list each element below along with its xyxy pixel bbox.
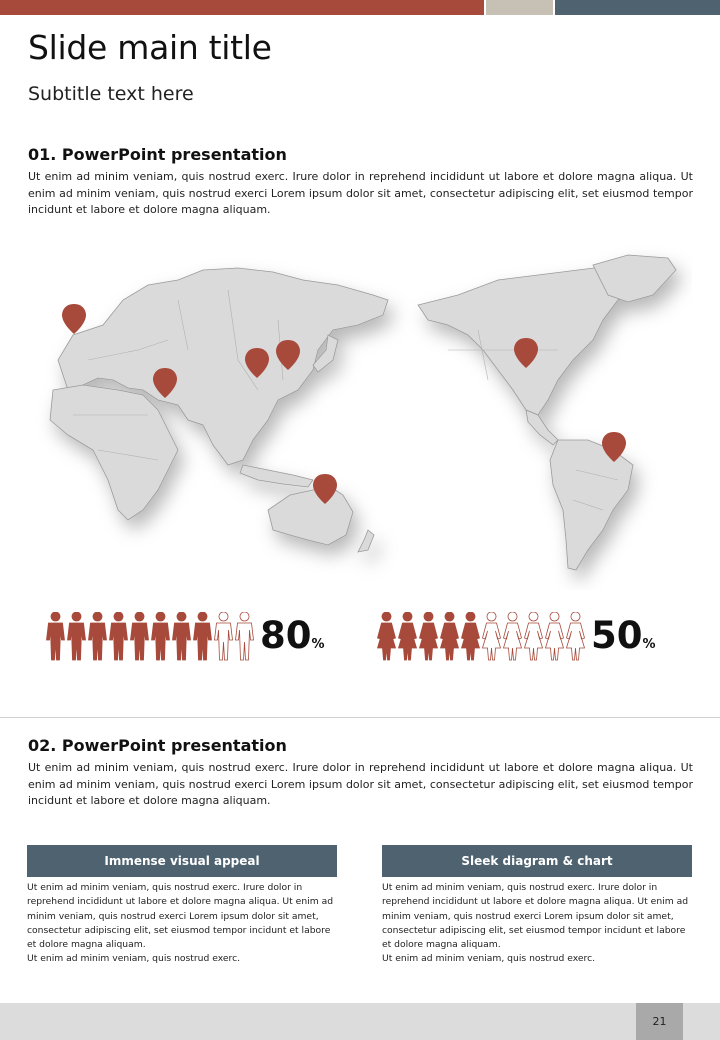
female-person-icon — [525, 612, 543, 660]
section-divider — [0, 717, 720, 718]
box1-body-text: Ut enim ad minim veniam, quis nostrud exerc. Irure dolor in reprehend incididunt ut labore et dolore magna aliqua. Ut enim ad minim veniam, quis nostrud exerci Lorem ipsum dolor sit amet, consectetur adipiscing elit, set eiusmod tempor incidunt et labore et dolore magna aliquam. — [27, 882, 334, 951]
male-person-icon — [215, 612, 233, 660]
page-title: Slide main title — [28, 28, 272, 67]
female-person-icon — [399, 612, 417, 660]
female-person-icon — [420, 612, 438, 660]
section1-heading: 01. PowerPoint presentation — [28, 145, 287, 164]
central-america-landmass — [526, 410, 558, 445]
male-person-icon — [152, 612, 170, 660]
male-person-icon — [194, 612, 212, 660]
world-map — [28, 240, 692, 590]
box2-body-text: Ut enim ad minim veniam, quis nostrud exerc. Irure dolor in reprehend incididunt ut labore et dolore magna aliqua. Ut enim ad minim veniam, quis nostrud exerci Lorem ipsum dolor sit amet, consectetur adipiscing elit, set eiusmod tempor incidunt et labore et dolore magna aliquam. — [382, 882, 689, 951]
top-bar-red-segment — [0, 0, 484, 15]
male-person-icon — [68, 612, 86, 660]
female-person-icon — [504, 612, 522, 660]
female-person-icon — [567, 612, 585, 660]
female-person-icon — [378, 612, 396, 660]
male-person-icon — [89, 612, 107, 660]
female-percentage: 50% — [591, 614, 656, 657]
section2-body: Ut enim ad minim veniam, quis nostrud exerc. Irure dolor in reprehend incididunt ut labore et dolore magna aliqua. Ut enim ad minim veniam, quis nostrud exerci Lorem ipsum dolor sit amet, consectetur adipiscing elit, set eiusmod tempor incidunt et labore et dolore magna aliquam. — [28, 761, 693, 807]
indonesia-landmass — [240, 465, 313, 487]
male-person-icon — [236, 612, 254, 660]
box1-title: Immense visual appeal — [27, 845, 337, 877]
female-person-icon — [483, 612, 501, 660]
female-people-row — [376, 612, 588, 664]
top-color-bar — [0, 0, 720, 15]
new-zealand-landmass — [358, 530, 374, 552]
footer-bar — [0, 1003, 720, 1040]
male-people-row — [45, 612, 257, 664]
section2-heading: 02. PowerPoint presentation — [28, 736, 287, 755]
top-bar-slate-segment — [555, 0, 720, 15]
male-person-icon — [110, 612, 128, 660]
australia-landmass — [268, 485, 353, 545]
male-person-icon — [47, 612, 65, 660]
female-person-icon — [441, 612, 459, 660]
box1-footer-text: Ut enim ad minim veniam, quis nostrud exerc. — [27, 953, 241, 965]
section1-body: Ut enim ad minim veniam, quis nostrud exerc. Irure dolor in reprehend incididunt ut labore et dolore magna aliqua. Ut enim ad minim veniam, quis nostrud exerci Lorem ipsum dolor sit amet, consectetur adipiscing elit, set eiusmod tempor incidunt et labore et dolore magna aliquam. — [28, 170, 693, 216]
male-person-icon — [131, 612, 149, 660]
page-subtitle: Subtitle text here — [28, 83, 194, 105]
box2-body — [382, 881, 692, 967]
page-number: 21 — [636, 1003, 683, 1040]
map-pin-icon — [62, 304, 86, 334]
box2-footer-text: Ut enim ad minim veniam, quis nostrud exerc. — [382, 953, 596, 965]
box1-body — [27, 881, 337, 967]
top-bar-beige-segment — [486, 0, 553, 15]
male-person-icon — [173, 612, 191, 660]
female-person-icon — [546, 612, 564, 660]
south-america-landmass — [550, 440, 633, 570]
female-person-icon — [462, 612, 480, 660]
male-percentage: 80% — [260, 614, 325, 657]
box2-title: Sleek diagram & chart — [382, 845, 692, 877]
